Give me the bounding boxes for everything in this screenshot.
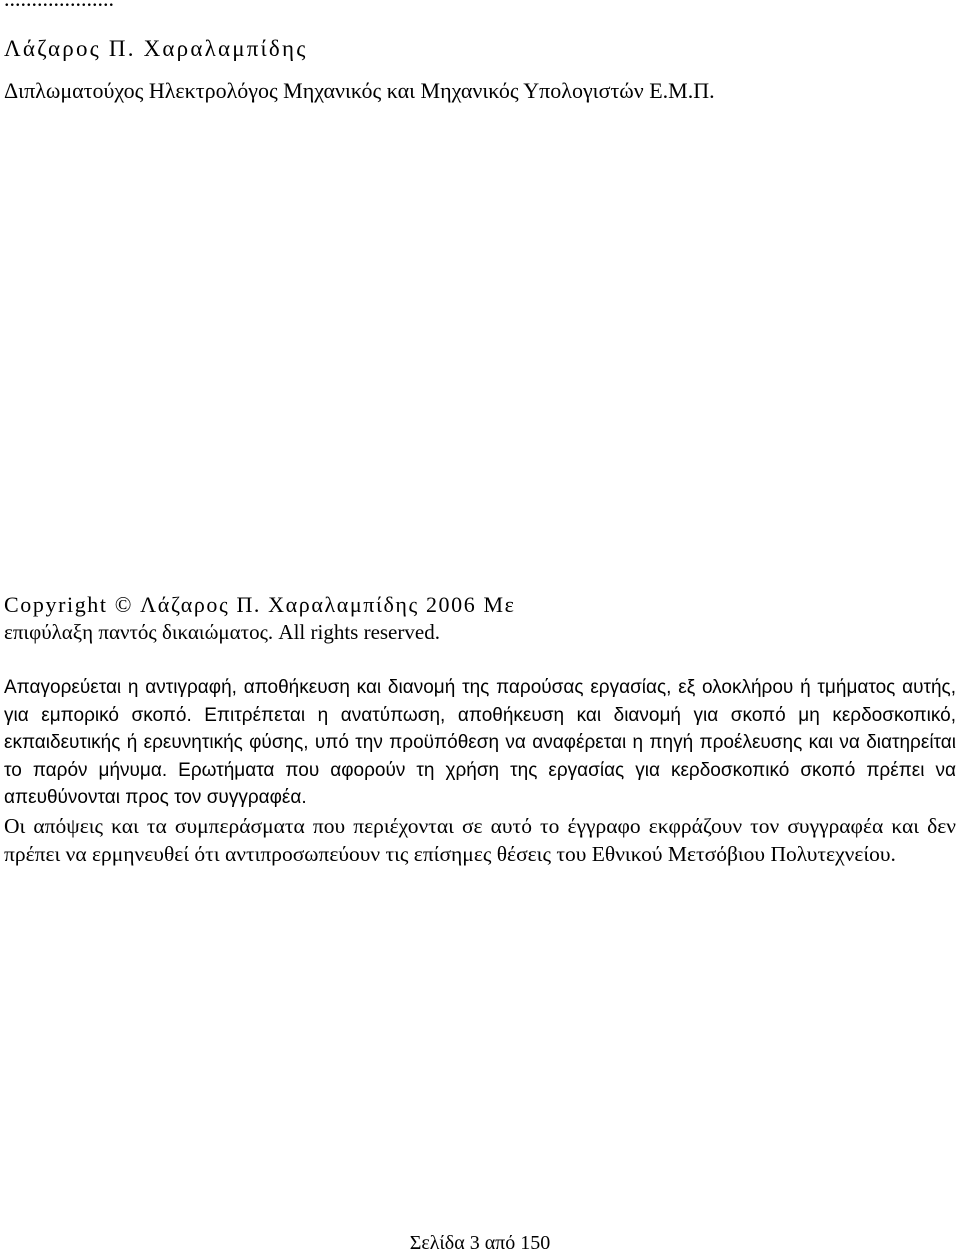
rights-reserved-line: επιφύλαξη παντός δικαιώματος. All rights reserved. <box>4 620 440 644</box>
author-name: Λάζαρος Π. Χαραλαμπίδης <box>4 36 308 61</box>
copyright-line: Copyright © Λάζαρος Π. Χαραλαμπίδης 2006 Με <box>4 592 516 617</box>
page-number: Σελίδα 3 από 150 <box>409 1232 551 1254</box>
dotted-line <box>4 0 114 12</box>
author-degree: Διπλωματούχος Ηλεκτρολόγος Μηχανικός και Μηχανικός Υπολογιστών Ε.Μ.Π. <box>4 78 715 103</box>
usage-notice-paragraph: Απαγορεύεται η αντιγραφή, αποθήκευση και διανομή της παρούσας εργασίας, εξ ολοκλήρου ή τμήματος αυτής, για εμπορικό σκοπό. Επιτρέπεται η ανατύπωση, αποθήκευση και διανομή για σκοπό μη κερδοσκοπικό, εκπαιδευτικής ή ερευνητικής φύσης, υπό την προϋπόθεση να αναφέρεται η πηγή προέλευσης και να διατηρείται το παρόν μήνυμα. Ερωτήματα που αφορούν τη χρήση της εργασίας για κερδοσκοπικό σκοπό πρέπει να απευθύνονται προς τον συγγραφέα. <box>4 677 956 808</box>
disclaimer-paragraph: Οι απόψεις και τα συμπεράσματα που περιέχονται σε αυτό το έγγραφο εκφράζουν τον συγγραφέα και δεν πρέπει να ερμηνευθεί ότι αντιπροσωπεύουν τις επίσημες θέσεις του Εθνικού Μετσόβιου Πολυτεχνείου. <box>4 814 956 866</box>
